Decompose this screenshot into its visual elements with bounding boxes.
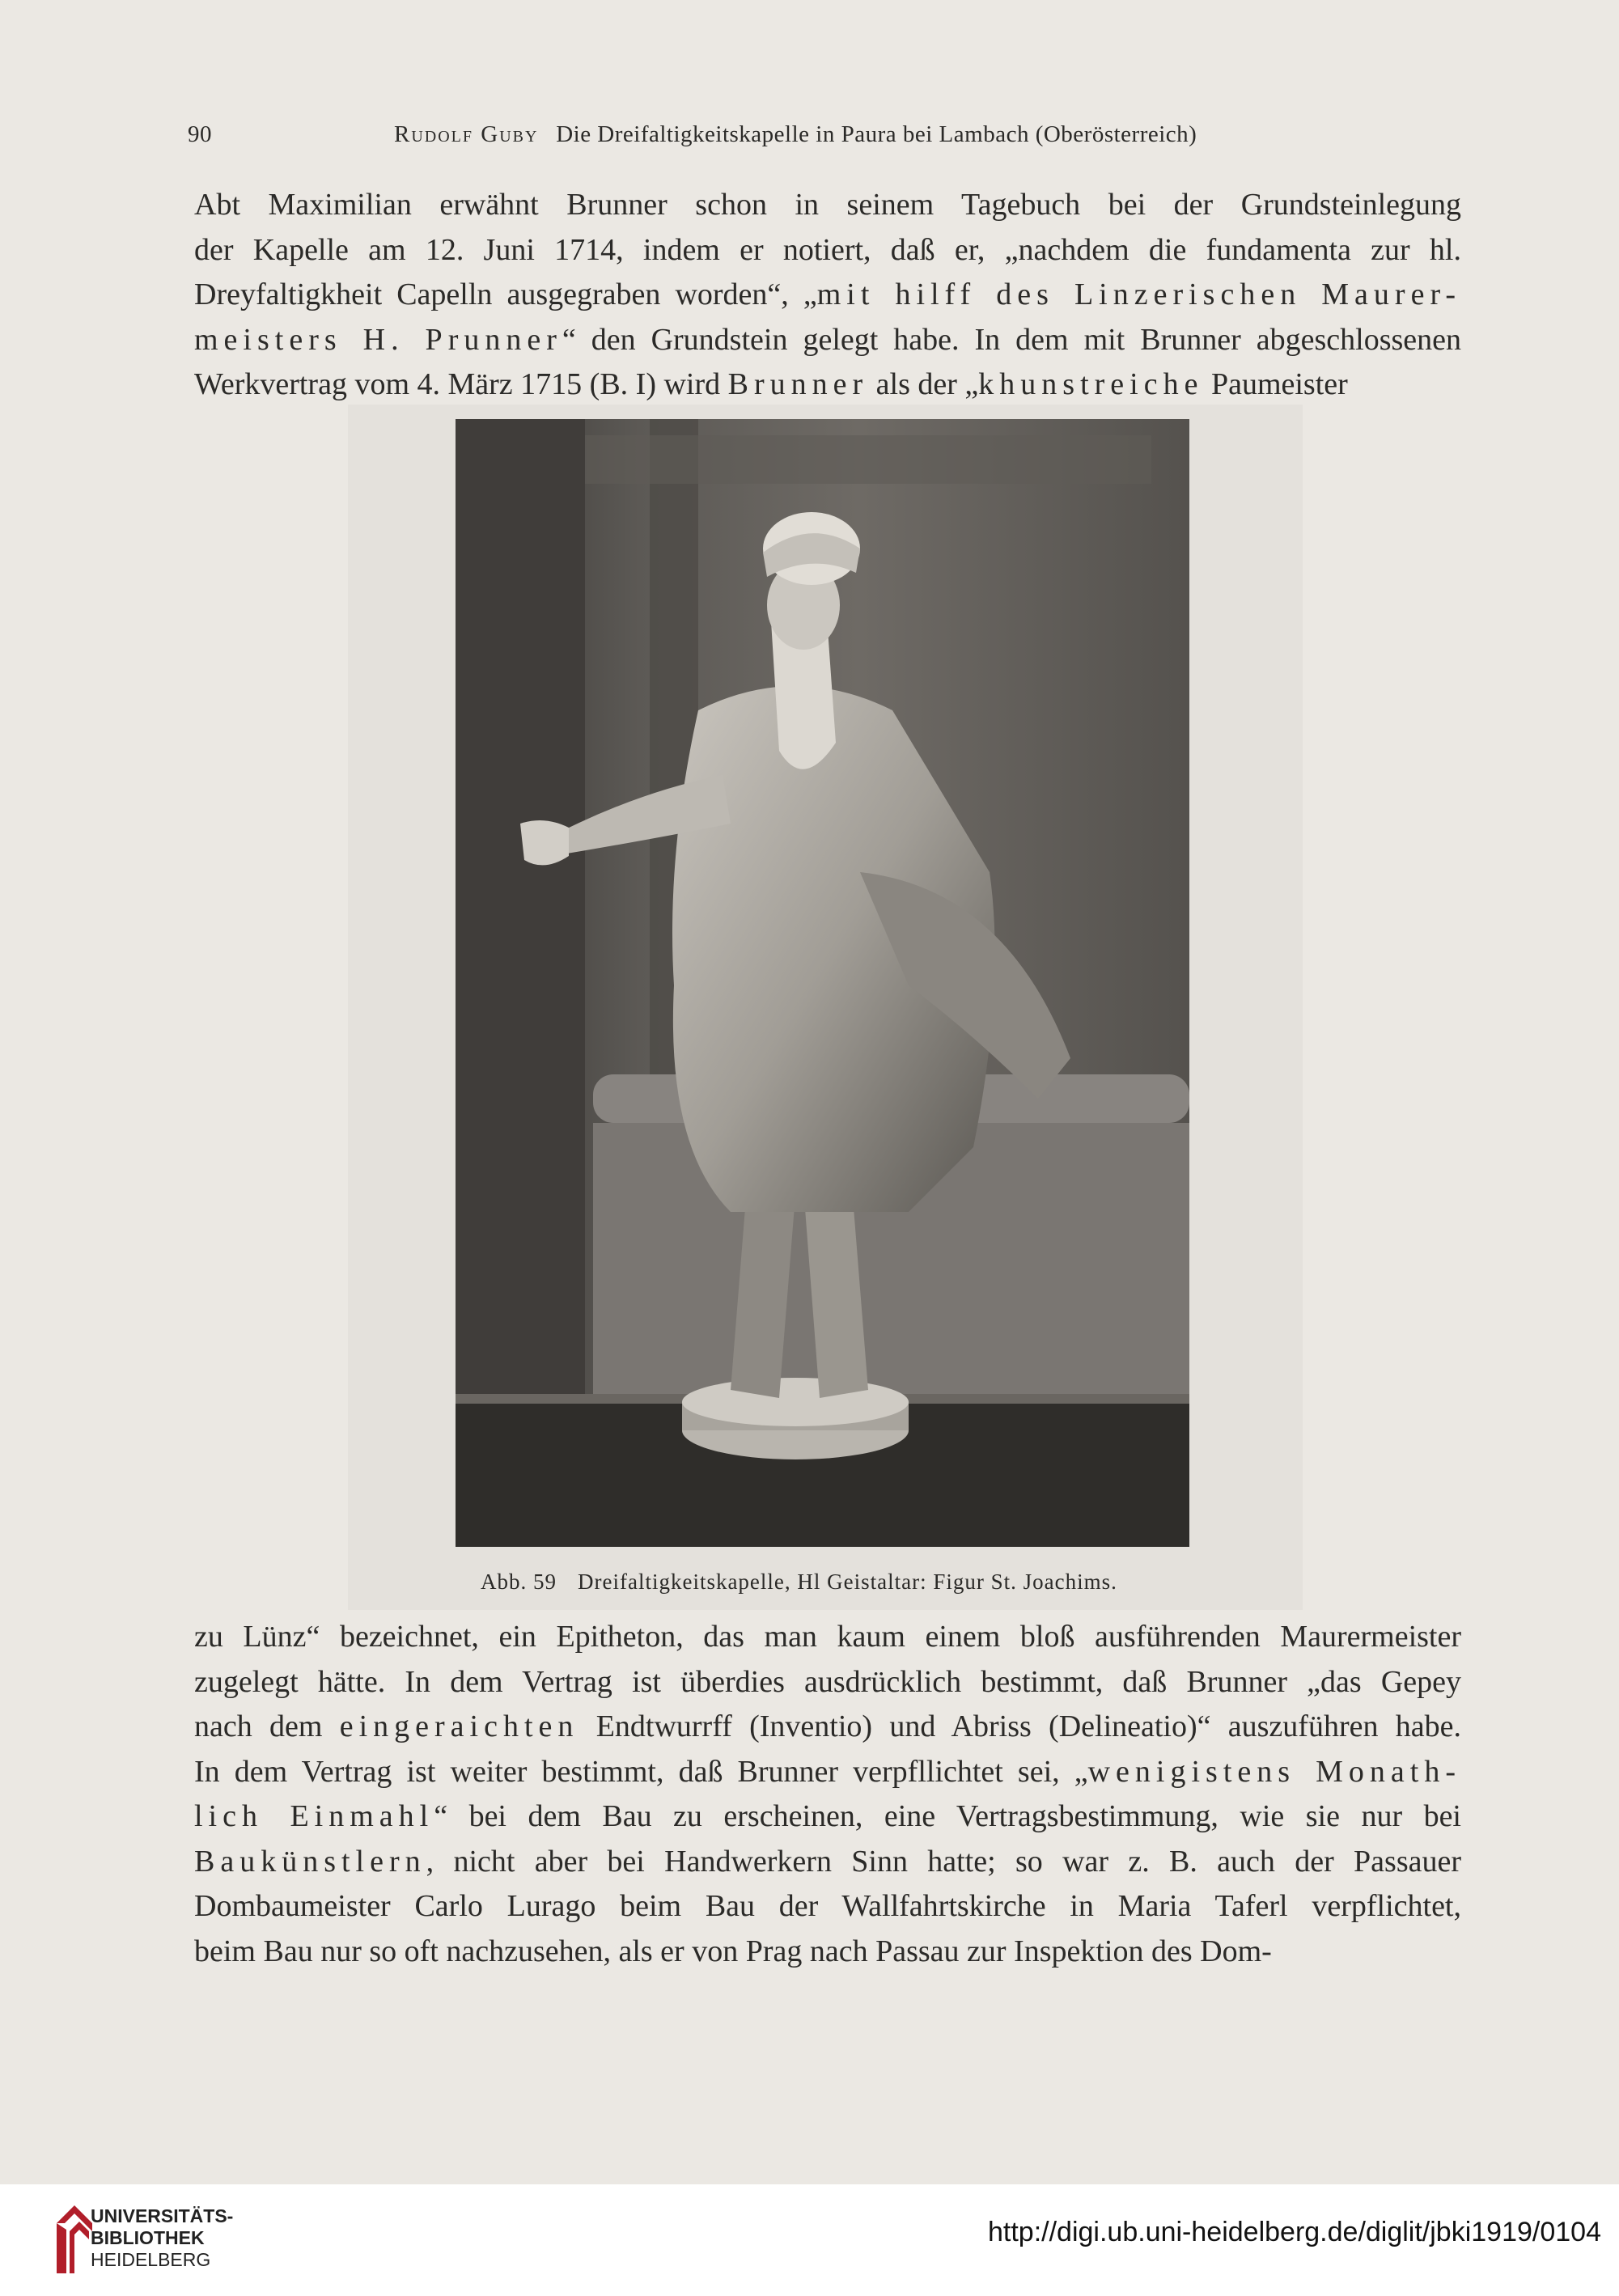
text-run: , nicht aber bei Handwerkern Sinn hatte; so war z. B. auch der Passauer [426,1844,1461,1879]
statue-image [456,419,1189,1547]
header-author: Rudolf Guby [394,121,539,147]
text-line [194,183,1461,228]
text-run: beim Bau nur so oft nachzusehen, als er von Prag nach Passau zur Inspektion des Dom- [194,1934,1272,1968]
spaced-text: khunstreiche [978,367,1204,401]
text-run: der Kapelle am 12. Juni 1714, indem er notiert, daß er, „nachdem die fundamenta zur hl. [194,232,1461,267]
text-run: nach dem [194,1709,340,1743]
figure-caption [481,1569,1117,1595]
text-run: “ bei dem Bau zu erscheinen, eine Vertragsbestimmung, wie sie nur bei [434,1799,1461,1833]
spaced-text: wenigistens Monath- [1087,1754,1461,1789]
text-run: In dem Vertrag ist weiter bestimmt, daß Brunner verpfllichtet sei, „ [194,1754,1088,1789]
source-url[interactable]: http://digi.ub.uni-heidelberg.de/diglit/jbki1919/0104 [988,2217,1601,2247]
text-line [194,1930,1461,1975]
spaced-text: mit hilff des Linzerischen Maurer- [816,277,1461,311]
page-number: 90 [188,121,212,147]
text-line [194,228,1461,273]
header-title: Die Dreifaltigkeitskapelle in Paura bei Lambach (Oberösterreich) [556,121,1197,147]
text-run: Abt Maximilian erwähnt Brunner schon in seinem Tagebuch bei der Grundsteinlegung [194,188,1461,222]
paragraph-top [194,183,1461,408]
text-run: zu Lünz“ bezeichnet, ein Epitheton, das man kaum einem bloß ausführenden Maurermeister [194,1620,1461,1654]
spaced-text: eingeraichten [339,1709,579,1743]
text-line [194,273,1461,318]
logo-line-3: HEIDELBERG [91,2249,211,2270]
spaced-text: Baukünstlern [194,1844,426,1879]
text-line [194,1840,1461,1885]
spaced-text: Brunner [727,367,869,401]
library-logo-text[interactable] [91,2205,233,2271]
text-line [194,1705,1461,1750]
header-title-line [394,121,1197,148]
figure-label: Abb. 59 [481,1569,557,1594]
text-run: Dreyfaltigkheit Capelln ausgegraben worden“, „ [194,277,817,311]
spaced-text: meisters H. Prunner [194,322,562,357]
text-run: Paumeister [1203,367,1348,401]
spaced-text: lich Einmahl [194,1799,434,1833]
text-run: “ den Grundstein gelegt habe. In dem mit Brunner abgeschlossenen [562,322,1462,357]
text-run: als der „ [868,367,979,401]
text-line [194,1660,1461,1705]
statue-photograph [456,419,1189,1547]
text-line [194,1884,1461,1930]
logo-line-2: BIBLIOTHEK [91,2227,205,2248]
paragraph-bottom [194,1615,1461,1974]
text-line [194,318,1461,363]
text-run: Dombaumeister Carlo Lurago beim Bau der Wallfahrtskirche in Maria Taferl verpflichtet, [194,1889,1461,1923]
text-line [194,1794,1461,1840]
text-line [194,1615,1461,1660]
text-run: zugelegt hätte. In dem Vertrag ist überdies ausdrücklich bestimmt, daß Brunner „das Gepey [194,1664,1461,1699]
logo-line-1: UNIVERSITÄTS- [91,2205,234,2226]
text-run: Werkvertrag vom 4. März 1715 (B. I) wird [194,367,728,401]
text-run: Endtwurrff (Inventio) und Abriss (Delineatio)“ auszuführen habe. [579,1709,1461,1743]
figure-caption-text: Dreifaltigkeitskapelle, Hl Geistaltar: Figur St. Joachims. [578,1569,1117,1594]
text-line [194,1750,1461,1795]
text-line [194,362,1461,408]
